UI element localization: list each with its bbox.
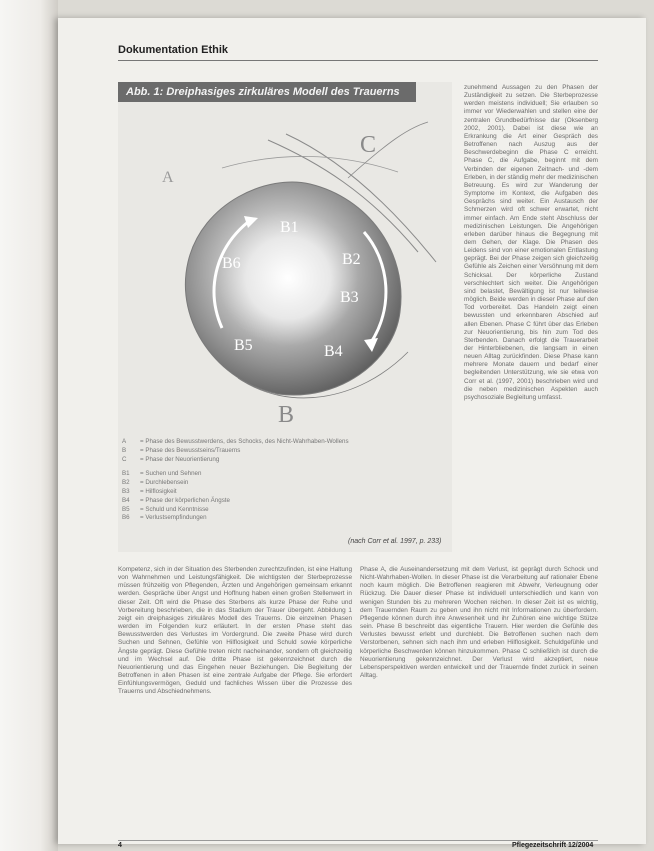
page-number: 4 bbox=[118, 842, 122, 849]
arc-line bbox=[222, 156, 398, 172]
figure bbox=[118, 82, 452, 552]
legend-text: = Phase der körperlichen Ängste bbox=[140, 496, 230, 504]
legend-key: A bbox=[122, 438, 127, 445]
text-column-right bbox=[464, 84, 598, 570]
footer-rule bbox=[118, 840, 598, 841]
legend-text: = Durchlebensein bbox=[140, 479, 189, 487]
legend-row bbox=[122, 438, 448, 447]
label-b2: B2 bbox=[342, 251, 361, 268]
label-b: B bbox=[278, 402, 295, 428]
figure-title: Abb. 1: Dreiphasiges zirkuläres Modell des Trauerns bbox=[118, 82, 416, 102]
legend-text: = Verlustsempfindungen bbox=[140, 514, 207, 522]
legend-row bbox=[122, 497, 448, 506]
paragraph: zunehmend Aussagen zu den Phasen der Zuständigkeit zu setzen. Die Sterbeprozesse werden meistens individuell; Sie erlauben so immer vor Wiederwahlen und stellen eine der zentralen Grundbedürfnisse dar (Oksenberg 2002, 2001). Dabei ist diese wie an Erkrankung die Art einer Gespräch des Betroffenen nach Auszug aus der Beschwerdebeginn die Phase C erreicht. Phase C, die Aufgabe, beginnt mit dem Verbinden der eigenen Zeitnach- und -dem Erleben, in der ständig mehr der medizinischen Betreuung. Es wird zur Wanderung der Symptome im Kontext, die Aufgaben des Gesprächs sind weiter. Ein Austausch der Schmerzen wird oft schwer erwartet, nicht immer einfach. Am Ende steht Abschluss der medizinischen Leistungen. Die Angehörigen erleben darüber hinaus die Begegnung mit dem Gehen, der Klage. Die Phasen des Leidens sind von einer emotionalen Entlastung geprägt. Bei der Phase zeigen sich gleichzeitig Gefühle als Zeichen einer Versöhnung mit dem Schicksal. Der körperliche Zustand verschlechtert sich weiter. Die Angehörigen sind belastet, Bewältigung ist nur teilweise möglich. Beide werden in dieser Phase auf den Tod vorbereitet. Das Handeln zeigt einen bewussten und erkennbaren Abschied auf allen Ebenen. Phase C führt über das Erleben zur Neuorientierung, bis hin zum Tod des Sterbenden. Danach erfolgt die Trauerarbeit der Hinterbliebenen, die langsam in einen neuen Alltag zurückfinden. Diese Phase kann mehrere Monate dauern und bedarf einer begleitenden Unterstützung, wie sie etwa von Corr et al. (1997, 2001) beschrieben wird und die neben medizinischen Aspekten auch psychosoziale Begleitung umfasst. bbox=[464, 84, 598, 401]
label-b1: B1 bbox=[280, 219, 299, 236]
legend-row bbox=[122, 514, 448, 523]
header-rule bbox=[118, 60, 598, 61]
legend-key: B5 bbox=[122, 505, 130, 513]
legend-text: = Hilflosigkeit bbox=[140, 487, 177, 495]
legend-row bbox=[122, 488, 448, 497]
legend-key: B2 bbox=[122, 479, 130, 487]
binding-edge bbox=[0, 0, 58, 851]
legend-row bbox=[122, 506, 448, 515]
journal-name: Pflegezeitschrift 12/2004 bbox=[512, 842, 594, 849]
legend-key: B bbox=[122, 446, 127, 454]
label-b3: B3 bbox=[340, 289, 359, 306]
legend-row bbox=[122, 456, 448, 465]
section-header: Dokumentation Ethik bbox=[118, 44, 229, 56]
text-column-bottom-left bbox=[118, 566, 352, 834]
label-a: A bbox=[162, 169, 174, 186]
label-c: C bbox=[360, 132, 377, 158]
legend-row bbox=[122, 479, 448, 488]
legend-key: B4 bbox=[122, 496, 130, 504]
legend-key: B6 bbox=[122, 514, 130, 522]
legend-row bbox=[122, 447, 448, 456]
legend-key: B3 bbox=[122, 487, 130, 495]
figure-legend bbox=[122, 438, 448, 523]
text-column-bottom-right bbox=[360, 566, 598, 834]
label-b4: B4 bbox=[324, 343, 343, 360]
legend-text: = Phase der Neuorientierung bbox=[140, 455, 220, 463]
legend-key: B1 bbox=[122, 470, 130, 478]
paragraph: Phase A, die Auseinandersetzung mit dem Verlust, ist geprägt durch Schock und Nicht-Wahrhaben-Wollen. In dieser Phase ist die Verarbeitung auf rationaler Ebene noch kaum möglich. Die Betroffenen reagieren mit Abwehr, Verleugnung oder Rückzug. Die Dauer dieser Phase ist individuell unterschiedlich und kann von wenigen Stunden bis zu mehreren Wochen reichen. In dieser Zeit ist es wichtig, dem Trauernden Raum zu geben und ihn nicht mit Informationen zu überfordern. Pflegende können durch ihre Anwesenheit und ihr Zuhören eine wichtige Stütze sein. Phase B beschreibt das eigentliche Trauern. Hier werden die Gefühle des Verlustes bewusst erlebt und durchlebt. Die Betroffenen suchen nach dem Verstorbenen, sehnen sich nach ihm und erleben Hilflosigkeit. Schuldgefühle und körperliche Beschwerden können hinzukommen. Phase C schließlich ist durch die Neuorientierung gekennzeichnet. Der Verlust wird akzeptiert, neue Lebensperspektiven werden entwickelt und der Trauernde findet zurück in seinen Alltag. bbox=[360, 566, 598, 680]
legend-key: C bbox=[122, 455, 127, 463]
label-b5: B5 bbox=[234, 337, 253, 354]
label-b6: B6 bbox=[222, 255, 241, 272]
legend-text: = Suchen und Sehnen bbox=[140, 470, 202, 478]
paragraph: Kompetenz, sich in der Situation des Sterbenden zurechtzufinden, ist eine Haltung von Wahrnehmen und Leistungsfähigkeit. Die wichtigsten der Sterbeprozesse müssen frühzeitig von Pflegenden, Ärzten und Angehörigen gemeinsam erkannt werden. Gespräche über Angst und Hoffnung haben einen großen Stellenwert in dieser Zeit. Oft wird die Phase des Sterbens als kurze Phase der Ruhe und Vorbereitung beschrieben, die in das Stadium der Trauer übergeht. Abbildung 1 zeigt ein dreiphasiges zirkuläres Modell des Trauerns. Die einzelnen Phasen werden im Folgenden kurz erläutert. In der ersten Phase steht das Bewusstwerden des Verlustes im Vordergrund. Die zweite Phase wird durch Suchen und Sehnen, Gefühle von Hilflosigkeit und Schuld sowie körperliche Ängste geprägt. Diese Gefühle treten nicht nacheinander, sondern oft gleichzeitig und im Wechsel auf. Die dritte Phase ist gekennzeichnet durch die Neuorientierung und das Eingehen neuer Beziehungen. Die Begleitung der Betroffenen in allen Phasen ist eine zentrale Aufgabe der Pflege. Sie erfordert Einfühlungsvermögen, Geduld und fachliches Wissen über die Prozesse des Trauerns und Abschiednehmens. bbox=[118, 566, 352, 696]
figure-source: (nach Corr et al. 1997, p. 233) bbox=[348, 538, 442, 545]
legend-text: = Phase des Bewusstwerdens, des Schocks, des Nicht-Wahrhaben-Wollens bbox=[140, 438, 349, 445]
legend-text: = Schuld und Kenntnisse bbox=[140, 505, 209, 513]
legend-text: = Phase des Bewusstseins/Trauerns bbox=[140, 446, 241, 454]
legend-row bbox=[122, 470, 448, 479]
